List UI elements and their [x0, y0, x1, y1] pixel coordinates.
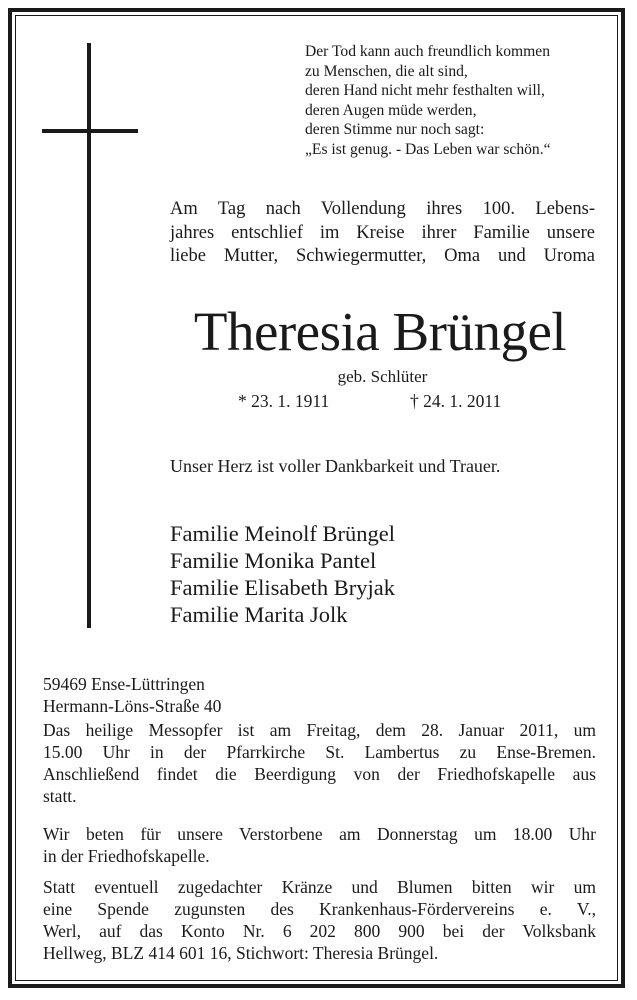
donation-line: Statt eventuell zugedachter Kränze und Blumen bitten wir um	[43, 877, 596, 897]
donation-line: eine Spende zugunsten des Krankenhaus-Fördervereins e. V.,	[43, 899, 596, 919]
poem-line: deren Hand nicht mehr festhalten will,	[305, 82, 545, 99]
poem-line: „Es ist genug. - Das Leben war schön.“	[305, 140, 551, 158]
poem-line: deren Stimme nur noch sagt:	[305, 121, 485, 138]
family-item: Familie Monika Pantel	[170, 548, 377, 573]
address-line: 59469 Ense-Lüttringen	[43, 674, 205, 694]
prayer-line: in der Friedhofskapelle.	[43, 846, 210, 866]
intro-line: jahres entschlief im Kreise ihrer Familie unsere	[170, 222, 595, 243]
poem-line: deren Augen müde werden,	[305, 101, 477, 119]
intro-line: liebe Mutter, Schwiegermutter, Oma und Uroma	[170, 246, 595, 266]
deceased-name: Theresia Brüngel	[193, 301, 567, 362]
mass-line: statt.	[43, 786, 77, 806]
intro-text	[170, 198, 595, 269]
birth-name: geb. Schlüter	[337, 367, 428, 386]
mass-line: 15.00 Uhr in der Pfarrkirche St. Lambertus zu Ense-Bremen.	[43, 742, 596, 762]
family-item: Familie Meinolf Brüngel	[170, 521, 395, 546]
mass-line: Das heilige Messopfer ist am Freitag, dem 28. Januar 2011, um	[43, 720, 596, 740]
prayer-line: Wir beten für unsere Verstorbene am Donnerstag um 18.00 Uhr	[43, 824, 596, 844]
family-item: Familie Elisabeth Bryjak	[170, 575, 395, 600]
prayer-notice	[43, 823, 596, 867]
cross-bar	[42, 129, 138, 133]
donation-notice	[43, 876, 596, 964]
death-date: † 24. 1. 2011	[410, 391, 502, 411]
address	[43, 673, 221, 717]
poem	[305, 42, 605, 159]
family-item: Familie Marita Jolk	[170, 602, 348, 627]
mass-line: Anschließend findet die Beerdigung von der Friedhofskapelle aus	[43, 764, 596, 784]
donation-line: Hellweg, BLZ 414 601 16, Stichwort: Theresia Brüngel.	[43, 943, 439, 963]
donation-line: Werl, auf das Konto Nr. 6 202 800 900 bei der Volksbank	[43, 921, 596, 941]
poem-line: zu Menschen, die alt sind,	[305, 62, 468, 80]
family-list	[170, 520, 395, 628]
intro-line: Am Tag nach Vollendung ihres 100. Lebens-	[170, 199, 595, 219]
birth-date: * 23. 1. 1911	[238, 391, 330, 411]
gratitude-text: Unser Herz ist voller Dankbarkeit und Trauer.	[170, 456, 501, 476]
mass-notice	[43, 719, 596, 807]
address-line: Hermann-Löns-Straße 40	[43, 696, 222, 716]
poem-line: Der Tod kann auch freundlich kommen	[305, 43, 551, 60]
